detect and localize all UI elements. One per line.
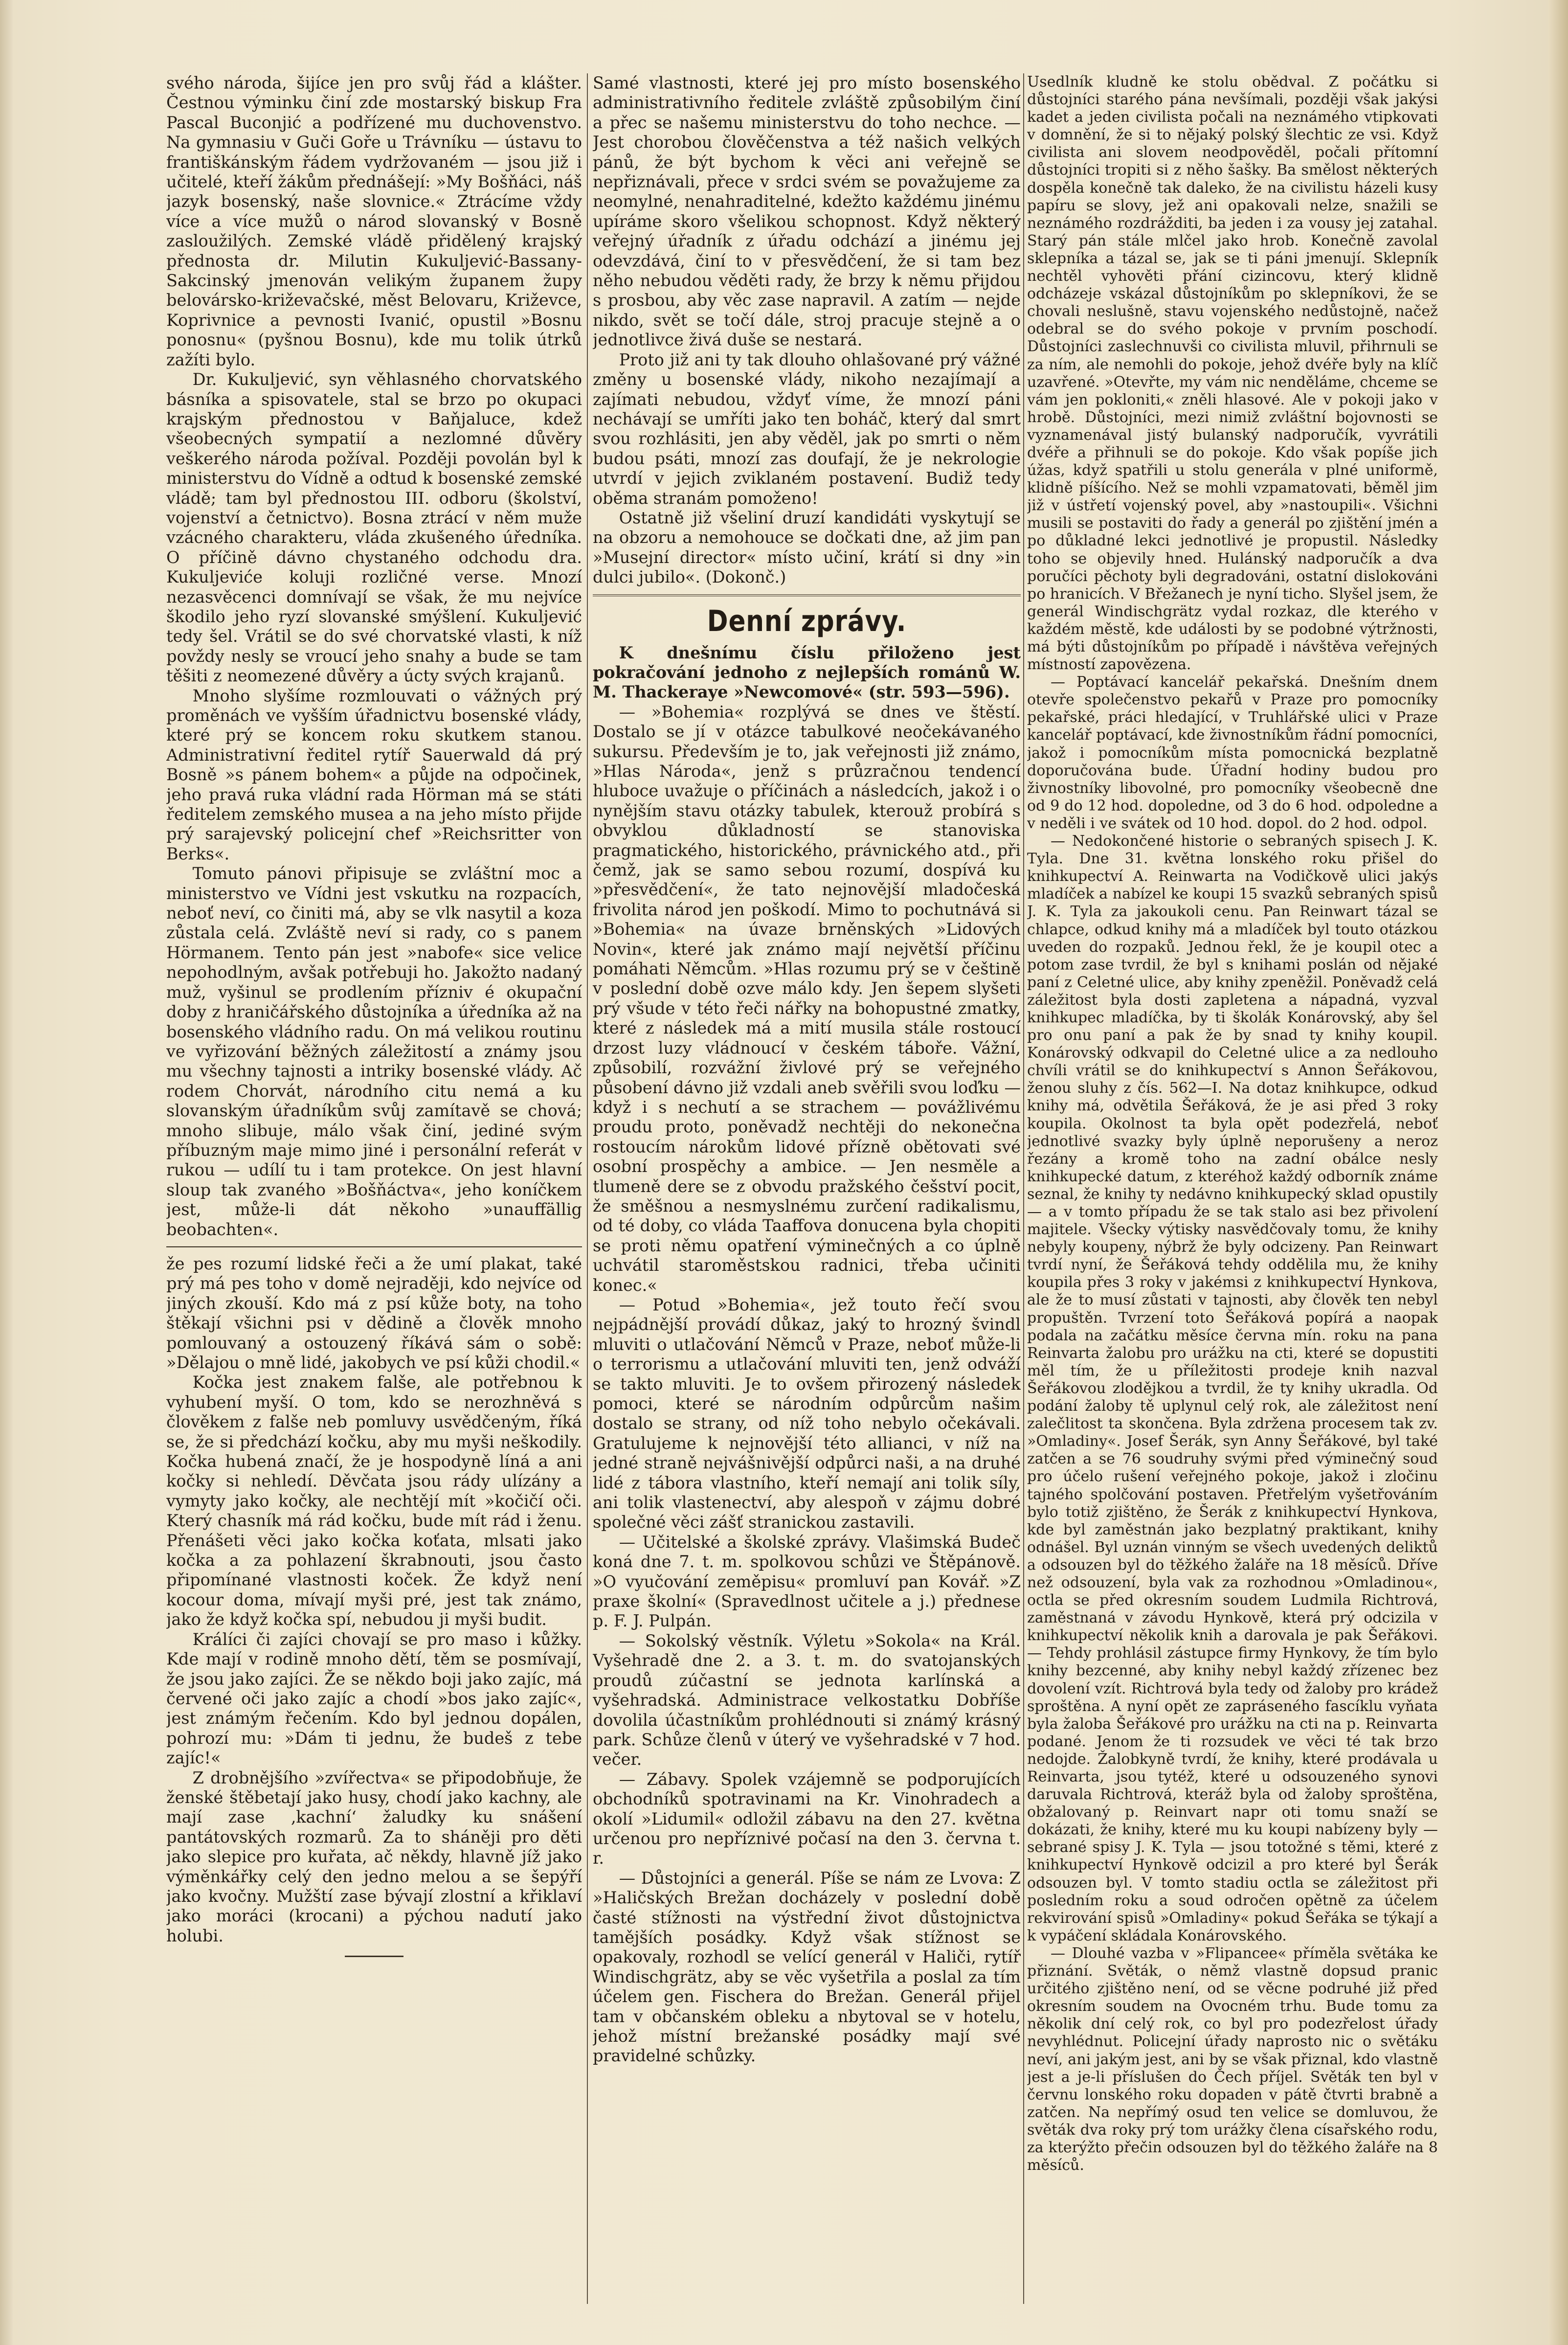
news-item: — Učitelské a školské zprávy. Vlašimská Budeč koná dne 7. t. m. spolkovou schůzi ve Štěpánově. »O vyučování zeměpisu« promluví pan Kovář. »Z praxe školní« (Spravedlnost učitele a j.) přednese p. F. J. Pulpán.	[593, 1532, 1021, 1631]
paragraph: Mnoho slyšíme rozmlouvati o vážných prý proměnách ve vyšším úřadnictvu bosenské vlády, které prý se koncem roku skutkem stanou. Administrativní ředitel rytíř Sauerwald dá prý Bosně »s pánem bohem« a půjde na odpočinek, jeho pravá ruka vládní rada Hörman má se státi ředitelem zemského musea a na jeho místo přijde prý sarajevský policejní chef »Reichsritter von Berks«.	[166, 686, 582, 863]
paragraph: svého národa, šijíce jen pro svůj řád a klášter. Čestnou výminku činí zde mostarský biskup Fra Pascal Buconjić a podřízené mu duchovenstvo. Na gymnasiu v Guči Goře u Trávníku — ústavu to františkánským řádem vydržovaném — jsou již i učitelé, kteří žákům přednášejí: »My Bošňáci, náš jazyk bosenský, naše slovnice.« Ztrácíme vždy více a více mužů o národ slovanský v Bosně zasloužilých. Zemské vládě přidělený krajský přednosta dr. Milutin Kukuljević-Bassany-Sakcinský jmenován velikým županem župy belovársko-križevačské, měst Belovaru, Križevce, Koprivnice a pevnosti Ivanić, opustil »Bosnu ponosnu« (pyšnou Bosnu), kde mu tolik útrků zažíti bylo.	[166, 73, 582, 369]
news-item: Usedlník kludně ke stolu obědval. Z počátku si důstojníci starého pána nevšímali, později však jakýsi kadet a jeden civilista počali na neznámého vtipkovati v domnění, že si to nějaký polský šlechtic ze vsi. Když civilista ani slovem neodpověděl, počali přítomní důstojníci tropiti si z něho šašky. Ba smělost některých dospěla konečně tak daleko, že na civilistu házeli kusy papíru se slovy, jež ani opakovali nelze, snažili se neznámého rozdrážditi, ba jeden i za vousy jej zatahal. Starý pán stále mlčel jako hrob. Konečně zavolal sklepníka a tázal se, jak se ti páni jmenují. Sklepník nechtěl vyhověti přání cizincovu, který klidně odcházeje vskázal důstojníkům po sklepníkovi, že se chovali neslušně, stavu vojenského nedůstojně, načež odebral se do svého pokoje v prvním poschodí. Důstojníci zaslechnuvši co civilista mluvil, přihrnuli se za ním, ale nemohli do pokoje, jehož dvéře byly na klíč uzavřené. »Otevřte, my vám nic nenděláme, chceme se vám jen pokloniti,« zněli hlasové. Ale v pokoji jako v hrobě. Důstojníci, mezi nimiž zvláštní bojovnosti se vyznamenával jistý bulanský nadporučík, vyvrátili dvéře a přihnuli se do pokoje. Kdo však popíše jich úžas, když spatřili u stolu generála v plné uniformě, klidně píšícího. Než se mohli vzpamatovati, běměl jim již v ústřetí vojenský povel, aby »nastoupili«. Všichni musili se postaviti do řady a generál po zjištění jmén a po důkladné lekci jednotlivé je propustil. Následky toho se objevily hned. Hulánský nadporučík a dva poručíci pěchoty byli degradováni, ostatní dislokováni po hranicích. V Břežanech je nyní ticho. Slyšel jsem, že generál Windischgrätz vydal rozkaz, dle kterého v každém městě, kde události by se podobné výtržnosti, má býti důstojníkům po případě i návštěva veřejných místností zapovězena.	[1027, 73, 1438, 674]
paragraph: Tomuto pánovi připisuje se zvláštní moc a ministerstvo ve Vídni jest vskutku na rozpacích, neboť neví, co činiti má, aby se vlk nasytil a koza zůstala celá. Zvláště neví si rady, co s panem Hörmanem. Tento pán jest »nabofe« sice velice nepohodlným, avšak potřebuji ho. Jakožto nadaný muž, vyšinul se prodlením přízniv é okupační doby z hraničářského důstojníka a úředníka až na bosenského vládního radu. On má velikou routinu ve vyřizování běžných záležitostí a známy jsou mu všechny tajnosti a intriky bosenské vlády. Ač rodem Chorvát, národního citu nemá a ku slovanským úřadníkům svůj zamítavě se chová; mnoho slibuje, málo však činí, jediné svým příbuzným maje mimo jiné i personální referát v rukou — udílí tu i tam protekce. On jest hlavní sloup tak zvaného »Bošňáctva«, jeho koníčkem jest, může-li dát někoho »unauffällig beobachten«.	[166, 864, 582, 1239]
page-edge-right	[1548, 0, 1568, 2345]
column-rule-2	[1023, 73, 1024, 2304]
column-2	[593, 73, 1021, 2304]
news-item: — Sokolský věstník. Výletu »Sokola« na Král. Vyšehradě dne 2. a 3. t. m. do svatojanských proudů zúčastní se jednota karlínská a vyšehradská. Administrace velkostatku Dobříše dovolila účastníkům prohlédnouti si známý krásný park. Schůze členů v úterý ve vyšehradské v 7 hod. večer.	[593, 1631, 1021, 1769]
column-3	[1027, 73, 1438, 2304]
section-divider	[593, 594, 1021, 596]
paragraph: Samé vlastnosti, které jej pro místo bosenského administrativního ředitele zvláště způsobilým činí a přec se našemu ministerstvu do toho nechce. — Jest chorobou člověčenstva a též našich velkých pánů, že být bychom k věci ani veřejně se nepřiznávali, přece v srdci svém se považujeme za neomylné, nenahraditelné, kdežto každému jinému upíráme skoro všelikou schopnost. Když některý veřejný úřadník z úřadu odchází a jinému jej odevzdává, činí to v přesvědčení, že si tam bez něho nebudou věděti rady, že brzy k němu přijdou s prosbou, aby věc zase napravil. A zatím — nejde nikdo, svět se točí dále, stroj pracuje stejně a o jednotlivce živá duše se nestará.	[593, 73, 1021, 350]
paragraph: Kočka jest znakem falše, ale potřebnou k vyhubení myší. O tom, kdo se nerozhněvá s člověkem z falše neb pomluvy usvědčeným, říká se, že si předchází kočku, aby mu myši neškodily. Kočka hubená značí, že je hospodyně líná a ani kočky si nehledí. Děvčata jsou rády ulízány a vymyty jako kočky, ale nechtějí mít »kočičí oči. Který chasník má rád kočku, bude mít rád i ženu. Přenášeti věci jako kočka koťata, mlsati jako kočka a za pohlazení škrabnouti, jsou často připomínané vlastnosti koček. Že když není kocour doma, mívají myši pré, jest tak známo, jako že když kočka spí, nebudou ji myši budit.	[166, 1373, 582, 1629]
paragraph: Králíci či zajíci chovají se pro maso i kůžky. Kde mají v rodině mnoho dětí, těm se posmívají, že jsou jako zajíci. Že se někdo boji jako zajíc, má červené oči jako zajíc a chodí »bos jako zajíc«, jest známým řečením. Kdo byl jednou dopálen, pohrozí mu: »Dám ti jednu, že budeš z tebe zajíc!«	[166, 1629, 582, 1768]
news-item: — Poptávací kancelář pekařská. Dnešním dnem otevře společenstvo pekařů v Praze pro pomocníky pekařské, práci hledající, v Truhlářské ulici v Praze kancelář poptávací, kde živnostníkům řádní pomocníci, jakož i pomocníkům místa pomocnická bezplatně doporučována bude. Úřadní hodiny budou pro živnostníky libovolné, pro pomocníky všeobecně dne od 9 do 12 hod. dopoledne, od 3 do 6 hod. odpoledne a v neděli i ve svátek od 10 hod. dopol. do 2 hod. odpol.	[1027, 674, 1438, 832]
section-divider	[166, 1246, 582, 1247]
section-heading: Denní zprávy.	[707, 604, 907, 638]
news-item: — Potud »Bohemia«, jež touto řečí svou nejpádnější provádí důkaz, jaký to hrozný švindl mluviti o utlačování Němců v Praze, neboť může-li o terrorismu a utlačování mluviti ten, jenž odváží se takto mluviti. Je to ovšem přirozený následek pomoci, které se národním odpůrcům našim dostalo se strany, od níž toho nebylo očekávali. Gratulujeme k nejnovější této allianci, v níž na jedné straně nejvášnivější odpůrci naši, a na druhé lidé z tábora vlastního, kteří nemají ani tolik síly, ani tolik vlastenectví, aby alespoň v zájmu dobré společné věci zášť stranickou zastavili.	[593, 1295, 1021, 1532]
paragraph: Proto již ani ty tak dlouho ohlašované prý vážné změny u bosenské vlády, nikoho nezajímají a zajímati nebudou, vždyť víme, že mnozí páni nechávají se umříti jako ten boháč, který dal smrt svou rozhlásiti, jen aby věděl, jak po smrti o něm budou psáti, mnozí zas doufají, že je nekrologie utvrdí v jejich zviklaném postavení. Budiž tedy oběma stranám pomoženo!	[593, 350, 1021, 508]
paragraph: že pes rozumí lidské řeči a že umí plakat, také prý má pes toho v domě nejraději, kdo nejvíce od jiných zkouší. Kdo má z psí kůže boty, na toho štěkají všichni psi v dědině a člověk mnoho pomlouvaný a ostouzený říkává sám o sobě: »Dělajou o mně lidé, jakobych ve psí kůži chodil.«	[166, 1254, 582, 1372]
paragraph: Ostatně již všeliní druzí kandidáti vyskytují se na obzoru a nemohouce se dočkati dne, až jim pan »Musejní director« místo učiní, krátí si dny »in dulci jubilo«. (Dokonč.)	[593, 508, 1021, 587]
column-rule-1	[587, 73, 588, 2304]
news-item: — Dlouhé vazba v »Flipancee« příměla světáka ke přiznání. Světák, o němž vlastně dopsud pranic určitého zjištěno není, od se věcne podruhé již před okresním soudem na Ovocném trhu. Bude tomu za několik dní celý rok, co byl pro podezřelost úřady nevyhlédnut. Policejní úřady naprosto nic o světáku neví, ani jakým jest, ani by se však přiznal, kdo vlastně jest a je-li příslušen do Čech příjel. Světák ten byl v červnu lonského roku dopaden v pátě čtvrti brabně a zatčen. Na nepřímý osud ten velice se domluvou, že světák dva roky prý tom urážky člena císařského rodu, za kterýžto přečin odsouzen byl do těžkého žaláře na 8 měsíců.	[1027, 1944, 1438, 2174]
paragraph: Dr. Kukuljević, syn věhlasného chorvatského básníka a spisovatele, stal se brzo po okupaci krajským přednostou v Baňjaluce, kdež všeobecných sympatií a nezlomné důvěry veškerého národa požíval. Později povolán byl k ministerstvu do Vídně a odtud k bosenské zemské vládě; tam byl přednostou III. odboru (školství, vojenství a četnictvo). Bosna ztrácí v něm muže vzácného charakteru, vláda zkušeného úředníka. O příčině dávno chystaného odchodu dra. Kukuljeviće koluji rozličné verse. Mnozí nezasvěcenci domnívají se však, že mu nejvíce škodilo jeho ryzí slovanské smýšlení. Kukuljević tedy šel. Vrátil se do své chorvatské vlasti, k níž povždy nesly se vroucí jeho snahy a bude se tam těšiti z neomezené důvěry a úcty svých krajanů.	[166, 370, 582, 686]
news-item: — Nedokončené historie o sebraných spisech J. K. Tyla. Dne 31. května lonského roku přišel do knihkupectví A. Reinwarta na Vodičkově ulici jakýs mladíček a nabízel ke koupi 15 svazků sebraných spisů J. K. Tyla za jakoukoli cenu. Pan Reinwart tázal se chlapce, odkud knihy má a mladíček byl touto otázkou uveden do rozpaků. Jednou řekl, že je koupil otec a potom zase tvrdil, že byl s knihami poslán od nějaké paní z Celetné ulice, aby knihy zpeněžil. Poněvadž celá záležitost byla dosti zapletena a nápadná, vyzval knihkupec mladíčka, by ti školák Konárovský, aby šel pro onu paní a pak že by snad ty knihy koupil. Konárovský odkvapil do Celetné ulice a za nedlouho chvíli vrátil se do knihkupectví s Annon Šeřákovou, ženou sluhy z čís. 562—I. Na dotaz knihkupce, odkud knihy má, odvětila Šeřáková, že je asi před 3 roky koupila. Okolnost ta byla opět podezřelá, neboť jednotlivé svazky byly úplně neporušeny a neroz řezány a kromě toho na zadní obálce nesly knihkupecké datum, z kteréhož každý odborník známe seznal, že knihy ty nedávno knihkupecký sklad opustily — a v tomto případu že se tak stalo asi bez přivolení majitele. Všecky výtisky nasvědčovaly tomu, že knihy nebyly koupeny, nýbrž že byly odcizeny. Pan Reinwart tvrdí nyní, že Šeřáková tehdy oddělila mu, že knihy koupila přes 3 roky v jakémsi z knihkupectví Hynkova, ale že to musí zůstati v tajnosti, aby člověk ten nebyl propuštěn. Tvrzení toto Šeřáková popírá a naopak podala na začátku měsíce června mín. roku na pana Reinvarta žalobu pro urážku na cti, které se dopustiti měl tím, že u příležitosti prodeje knih nazval Šeřákovou zlodějkou a tvrdil, že ty knihy ukradla. Od podání žaloby tě uplynul celý rok, ale záležitost není zalečlitost ta skončena. Byla zdržena procesem tak zv. »Omladiny«. Josef Šerák, syn Anny Šeřákové, byl také zatčen a se 76 soudruhy svými před výminečný soud pro účelo rušení veřejného pokoje, jakož i zločinu tajného spolčování postaven. Přetřelým vyšetřováním bylo totiž zjištěno, že Šerák z knihkupectví Hynkova, kde byl zaměstnán jako bezplatný praktikant, knihy odnášel. Byl uznán vinným se všech uvedených deliktů a odsouzen byl do těžkého žaláře na 18 měsíců. Dříve než odsouzení, byla vak za rozhodnou »Omladinou«, octla se před okresním soudem Ludmila Richtrová, zaměstnaná v závodu Hynkově, která prý odcizila v knihkupectví několik knih a darovala je pak Šeřákovi. — Tehdy prohlásil zástupce firmy Hynkovy, že tím bylo knihy bezcenné, aby knihy nebyl každý zřízenec bez dovolení vzít. Richtrová byla tedy od žaloby pro krádež sproštěna. A nyní opět ze zapráseného fascíklu vyňata byla žaloba Šeřákové pro urážku na cti na p. Reinvarta podané. Jenom že ti rozsudek ve věci té tak brzo nedojde. Žalobkyně tvrdí, že knihy, které prodávala u Reinvarta, jsou tytéž, které u odsouzeného synovi daruvala Richtrová, kteráž byla od žaloby sproštěna, obžalovaný p. Reinvart napr oti tomu snaží se dokázati, že knihy, které mu ku koupi nabízeny byly — sebrané spisy J. K. Tyla — jsou totožné s těmi, které z knihkupectví Hynkově odcizil a pro které byl Šerák odsouzen byl. V tomto stadiu octla se záležitost při posledním roku a soud odročen opětně za účelem rekvirování spisů »Omladiny« pokud Šeřáka se týkají a k vypáčení skládala Konárovského.	[1027, 833, 1438, 1944]
supplement-notice: K dnešnímu číslu přiloženo jest pokračování jednoho z nejlepších románů W. M. Thackeraye »Newcomové« (str. 593—596).	[593, 643, 1021, 702]
end-rule	[345, 1956, 403, 1957]
paragraph: Z drobnějšího »zvířectva« se připodobňuje, že ženské štěbetají jako husy, chodí jako kachny, ale mají zase ‚kachní‘ žaludky ku snášení pantátovských rozmarů. Za to sháněji pro děti jako slepice pro kuřata, ač někdy, hlavně jíž jako výměnkářky celý den jedno melou a se šepýří jako kvočny. Mužští zase bývají zlostní a křiklaví jako moráci (krocani) a pýchou nadutí jako holubi.	[166, 1768, 582, 1945]
news-item: — »Bohemia« rozplývá se dnes ve štěstí. Dostalo se jí v otázce tabulkové neočekávaného sukursu. Především je to, jak veřejnosti již známo, »Hlas Národa«, jenž s průzračnou tendencí hluboce uvažuje o příčinách a následcích, jakož i o nynějším stavu otázky tabulek, kterouž probírá s obvyklou důkladností se stanoviska pragmatického, historického, právnického atd., při čemž, jak se samo sebou rozumí, dospívá ku »přesvědčení«, že tato nejnovější mladočeská frivolita národ jen poškodí. Mimo to pochutnává si »Bohemia« na úvaze brněnských »Lidových Novin«, které jak známo mají největší příčinu pomáhati Němcům. »Hlas rozumu prý se v češtině v poslední době ozve málo kdy. Jen šepem slyšeti prý všude v této řeči nářky na bohopustné zmatky, které z následek má a mití musila stále rostoucí drzost luzy vládnoucí v českém táboře. Vážní, způsobilí, rozvážní živlové prý se veřejného působení dávno již vzdali aneb svěřili svou loďku — když i s nechutí a se strachem — povážlivému proudu proto, poněvadž nechtěji do nekonečna rostoucím nárokům lidové přízně obětovati své osobní prospěchy a ambice. — Jen nesměle a tlumeně dere se z obvodu pražského češství pocit, že směšnou a nesmyslnému zurčení radikalismu, od té doby, co vláda Taaffova donucena byla chopiti se proti němu opatření výminečných a co úplně uchvátil staroměstskou radnici, třeba učiniti konec.«	[593, 702, 1021, 1295]
news-item: — Důstojníci a generál. Píše se nám ze Lvova: Z »Haličských Brežan docházely v poslední době časté stížnosti na výstřední život důstojnictva tamějších posádky. Když však stížnost se opakovaly, rozhodl se velící generál v Haliči, rytíř Windischgrätz, aby se věc vyšetřila a poslal za tím účelem gen. Fischera do Brežan. Generál přijel tam v občanském obleku a nbytoval se v hotelu, jehož místní brežanské posádky mají své pravidelné schůzky.	[593, 1868, 1021, 2066]
page-edge-left	[0, 0, 13, 2345]
news-item: — Zábavy. Spolek vzájemně se podporujících obchodníků spotravinami na Kr. Vinohradech a okolí »Lidumil« odložil zábavu na den 27. května určenou pro nepříznivé počasí na den 3. června t. r.	[593, 1769, 1021, 1868]
column-1	[166, 73, 582, 2304]
